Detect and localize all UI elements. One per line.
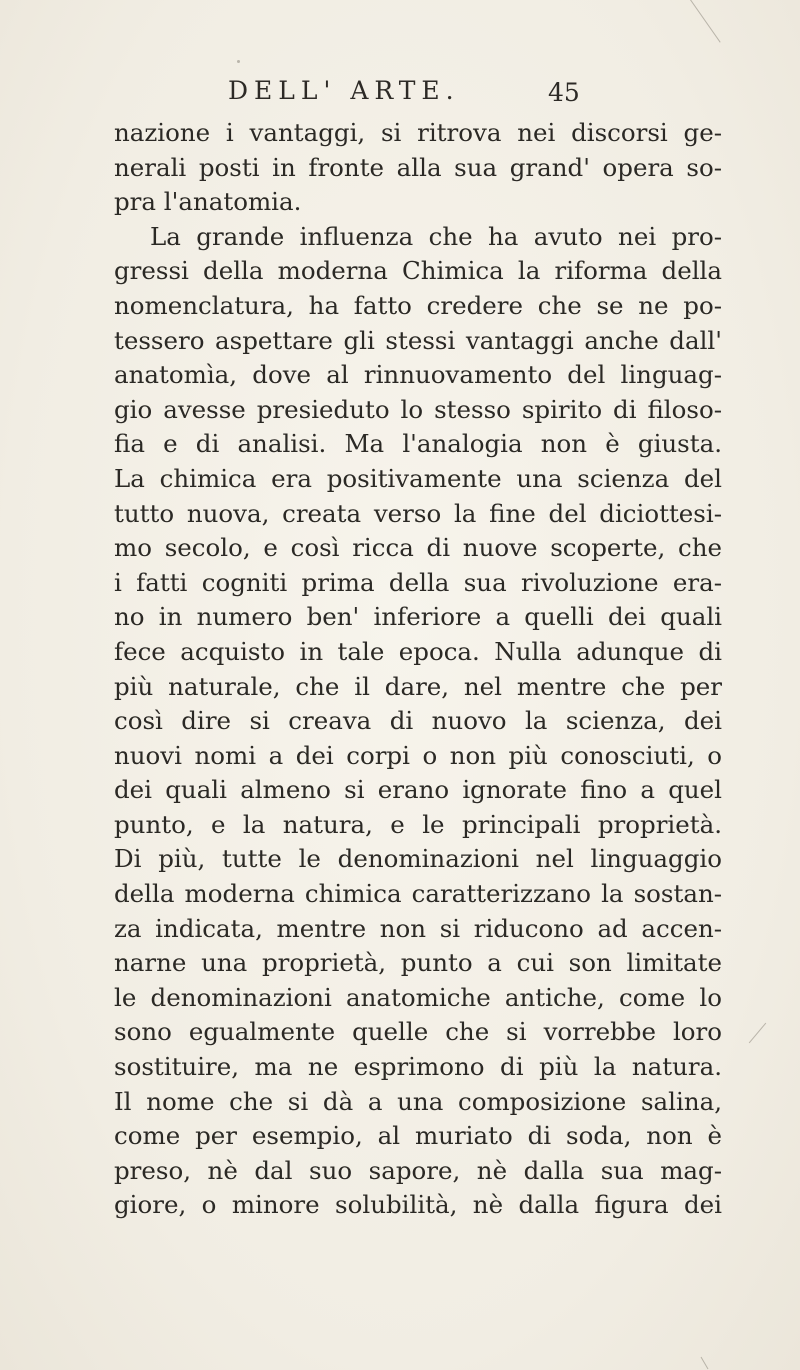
text-line: giore, o minore solubilità, nè dalla figura dei [114,1190,722,1220]
text-line: dei quali almeno si erano ignorate fino a quel [114,775,722,805]
text-line: narne una proprietà, punto a cui son limitate [114,948,722,978]
text-line: Di più, tutte le denominazioni nel linguaggio [114,844,722,874]
text-line: i fatti cogniti prima della sua rivoluzione era- [114,567,722,597]
text-line: za indicata, mentre non si riducono ad accen- [114,913,722,943]
text-line: nuovi nomi a dei corpi o non più conosciuti, o [114,740,722,770]
page-header [0,74,800,114]
text-line: nazione i vantaggi, si ritrova nei discorsi ge- [114,118,722,147]
text-line: come per esempio, al muriato di soda, non è [114,1121,722,1151]
text-line: gio avesse presieduto lo stesso spirito di filoso- [114,394,722,424]
paper-crease-mark [690,0,721,43]
text-line: preso, nè dal suo sapore, nè dalla sua mag- [114,1155,722,1185]
body-text [114,116,722,1223]
paper-speck-mark [701,1357,709,1370]
text-line: tessero aspettare gli stessi vantaggi anche dall' [114,325,722,355]
page-number: 45 [548,78,580,107]
text-line: nomenclatura, ha fatto credere che se ne po- [114,290,722,320]
text-line: La grande influenza che ha avuto nei pro- [150,221,722,251]
text-line: mo secolo, e così ricca di nuove scoperte, che [114,533,722,563]
text-line: fece acquisto in tale epoca. Nulla adunque di [114,636,722,666]
text-line: più naturale, che il dare, nel mentre che per [114,671,722,701]
running-head: DELL' ARTE. [228,76,460,105]
text-line: della moderna chimica caratterizzano la sostan- [114,879,722,909]
text-line: le denominazioni anatomiche antiche, come lo [114,982,722,1012]
text-line: no in numero ben' inferiore a quelli dei quali [114,602,722,632]
text-line: fia e di analisi. Ma l'analogia non è giusta. [114,429,722,459]
paper-speck-mark [749,1023,766,1044]
text-line: sono egualmente quelle che si vorrebbe loro [114,1017,722,1047]
text-line: pra l'anatomia. [114,187,302,217]
text-line: nerali posti in fronte alla sua grand' opera so- [114,152,722,182]
paper-speck-mark [237,60,240,63]
text-line: tutto nuova, creata verso la fine del diciottesi- [114,498,722,528]
text-line: anatomìa, dove al rinnuovamento del linguag- [114,360,722,390]
text-line: La chimica era positivamente una scienza del [114,463,722,493]
text-line: Il nome che si dà a una composizione salina, [114,1086,722,1116]
text-line: così dire si creava di nuovo la scienza, dei [114,706,722,736]
text-line: punto, e la natura, e le principali proprietà. [114,809,722,839]
text-line: gressi della moderna Chimica la riforma della [114,256,722,286]
text-line: sostituire, ma ne esprimono di più la natura. [114,1052,722,1082]
